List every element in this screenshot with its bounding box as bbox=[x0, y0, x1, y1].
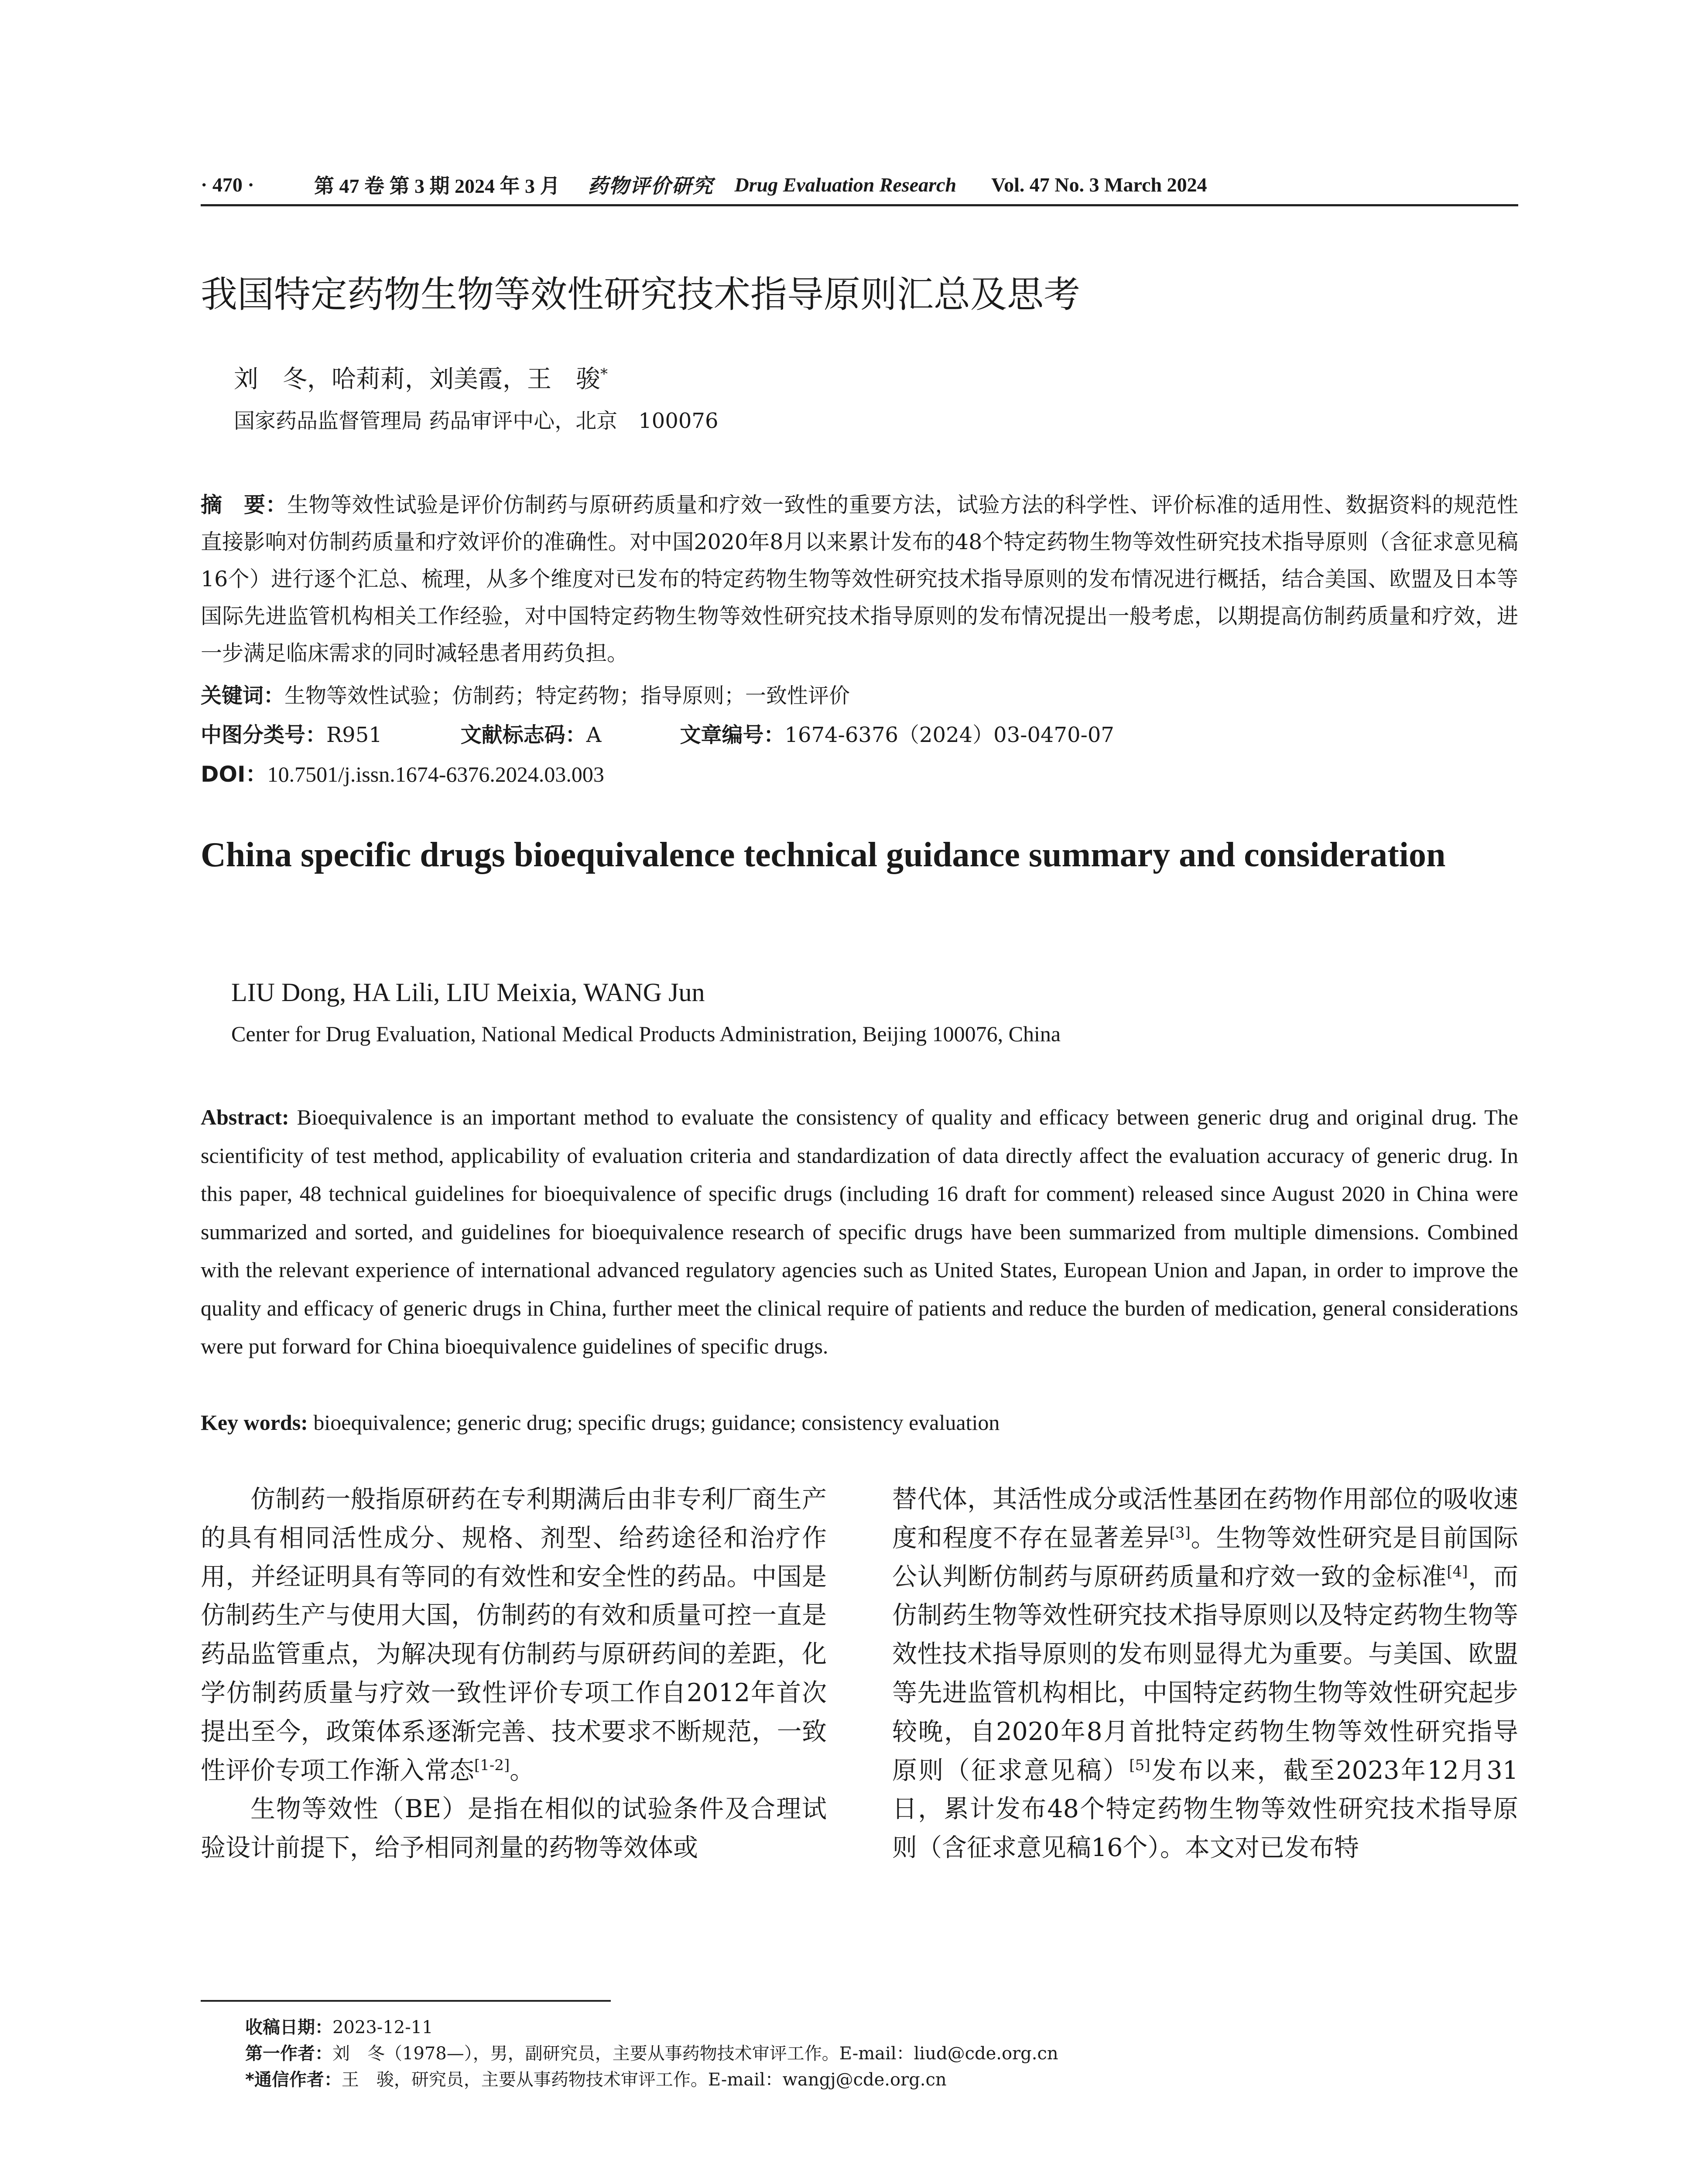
body-paragraph: 生物等效性（BE）是指在相似的试验条件及合理试验设计前提下，给予相同剂量的药物等效体或 bbox=[201, 1795, 827, 1863]
doc-code-value: A bbox=[586, 723, 602, 747]
keywords-en bbox=[201, 1404, 1518, 1442]
volume-issue-en: Vol. 47 No. 3 March 2024 bbox=[991, 173, 1207, 196]
doi-line bbox=[201, 757, 1518, 792]
body-column-left bbox=[201, 1480, 827, 1969]
citation: [3] bbox=[1169, 1524, 1191, 1542]
article-title-cn: 我国特定药物生物等效性研究技术指导原则汇总及思考 bbox=[201, 273, 1081, 316]
doc-code-label: 文献标志码： bbox=[460, 723, 586, 747]
keywords-en-label: Key words: bbox=[201, 1410, 308, 1435]
footnote-received: 收稿日期：2023-12-11 bbox=[245, 2017, 433, 2037]
keywords-cn-label: 关键词： bbox=[201, 684, 285, 708]
classification-line bbox=[201, 718, 1518, 752]
abstract-en bbox=[201, 1098, 1518, 1404]
abstract-en-text: Bioequivalence is an important method to evaluate the consistency of quality and efficacy between generic drug and original drug. The scientificity of test method, applicability of evaluation criteria and standardization of data directly affect the evaluation accuracy of generic drug. In this paper, 48 technical guidelines for bioequivalence of specific drugs (including 16 draft for comment) released since August 2020 in China were summarized and sorted, and guidelines for bioequivalence research of specific drugs have been summarized from multiple dimensions. Combined with the relevant experience of international advanced regulatory agencies such as United States, European Union and Japan, in order to improve the quality and efficacy of generic drugs in China, further meet the clinical require of patients and reduce the burden of medication, general considerations were put forward for China bioequivalence guidelines of specific drugs. bbox=[201, 1105, 1518, 1358]
affiliation-cn: 国家药品监督管理局 药品审评中心，北京 100076 bbox=[234, 409, 719, 433]
authors-cn bbox=[234, 362, 608, 397]
citation: [4] bbox=[1447, 1562, 1468, 1580]
page-number: · 470 · bbox=[201, 173, 254, 196]
abstract-cn-text: 生物等效性试验是评价仿制药与原研药质量和疗效一致性的重要方法，试验方法的科学性、评价标准的适用性、数据资料的规范性直接影响对仿制药质量和疗效评价的准确性。对中国2020年8月以来累计发布的48个特定药物生物等效性研究技术指导原则（含征求意见稿16个）进行逐个汇总、梳理，从多个维度对已发布的特定药物生物等效性研究技术指导原则的发布情况进行概括，结合美国、欧盟及日本等国际先进监管机构相关工作经验，对中国特定药物生物等效性研究技术指导原则的发布情况提出一般考虑，以期提高仿制药质量和疗效，进一步满足临床需求的同时减轻患者用药负担。 bbox=[201, 492, 1518, 666]
article-no-label: 文章编号： bbox=[680, 723, 785, 747]
footnote-rule bbox=[201, 2000, 611, 2002]
keywords-cn bbox=[201, 678, 1518, 713]
footnote-corresponding-author: *通信作者：王 骏，研究员，主要从事药物技术审评工作。E-mail：wangj@cde.org.cn bbox=[245, 2070, 947, 2090]
article-title-en: China specific drugs bioequivalence technical guidance summary and consideration bbox=[201, 836, 1446, 874]
abstract-cn bbox=[201, 486, 1518, 678]
authors-cn-names: 刘 冬，哈莉莉，刘美霞，王 骏 bbox=[234, 365, 600, 393]
running-header bbox=[201, 169, 1518, 200]
clc-value: R951 bbox=[326, 723, 382, 747]
body-paragraph: 替代体，其活性成分或活性基团在药物作用部位的吸收速度和程度不存在显著差异[3]。生物等效性研究是目前国际公认判断仿制药与原研药质量和疗效一致的金标准[4]，而仿制药生物等效性研究技术指导原则以及特定药物生物等效性技术指导原则的发布则显得尤为重要。与美国、欧盟等先进监管机构相比，中国特定药物生物等效性研究起步较晚，自2020年8月首批特定药物生物等效性研究指导原则（征求意见稿）[5]发布以来，截至2023年12月31日，累计发布48个特定药物生物等效性研究技术指导原则（含征求意见稿16个）。本文对已发布特 bbox=[892, 1485, 1518, 1863]
keywords-cn-text: 生物等效性试验；仿制药；特定药物；指导原则；一致性评价 bbox=[284, 684, 850, 708]
keywords-en-text: bioequivalence; generic drug; specific drugs; guidance; consistency evaluation bbox=[313, 1410, 1000, 1435]
abstract-en-label: Abstract: bbox=[201, 1105, 289, 1129]
journal-name-cn: 药物评价研究 bbox=[588, 174, 714, 198]
body-column-right bbox=[892, 1480, 1518, 1969]
citation: [5] bbox=[1129, 1756, 1150, 1774]
article-no-value: 1674-6376（2024）03-0470-07 bbox=[784, 723, 1114, 747]
clc-label: 中图分类号： bbox=[201, 723, 327, 747]
authors-en: LIU Dong, HA Lili, LIU Meixia, WANG Jun bbox=[231, 978, 705, 1007]
corresponding-mark: * bbox=[600, 365, 608, 383]
doi-value: 10.7501/j.issn.1674-6376.2024.03.003 bbox=[267, 762, 604, 786]
citation: [1-2] bbox=[474, 1756, 510, 1774]
header-rule bbox=[201, 204, 1518, 206]
journal-name-en: Drug Evaluation Research bbox=[734, 173, 957, 196]
body-paragraph: 仿制药一般指原研药在专利期满后由非专利厂商生产的具有相同活性成分、规格、剂型、给药途径和治疗作用，并经证明具有等同的有效性和安全性的药品。中国是仿制药生产与使用大国，仿制药的有效和质量可控一直是药品监管重点，为解决现有仿制药与原研药间的差距，化学仿制药质量与疗效一致性评价专项工作自2012年首次提出至今，政策体系逐渐完善、技术要求不断规范，一致性评价专项工作渐入常态[1-2]。 bbox=[201, 1485, 827, 1785]
abstract-cn-label: 摘 要： bbox=[201, 492, 288, 517]
volume-issue-cn: 第 47 卷 第 3 期 2024 年 3 月 bbox=[314, 175, 560, 197]
affiliation-en: Center for Drug Evaluation, National Medical Products Administration, Beijing 100076, China bbox=[231, 1022, 1061, 1046]
doi-label: DOI： bbox=[201, 762, 267, 787]
footnote-first-author: 第一作者：刘 冬（1978—），男，副研究员，主要从事药物技术审评工作。E-mail：liud@cde.org.cn bbox=[245, 2044, 1058, 2064]
